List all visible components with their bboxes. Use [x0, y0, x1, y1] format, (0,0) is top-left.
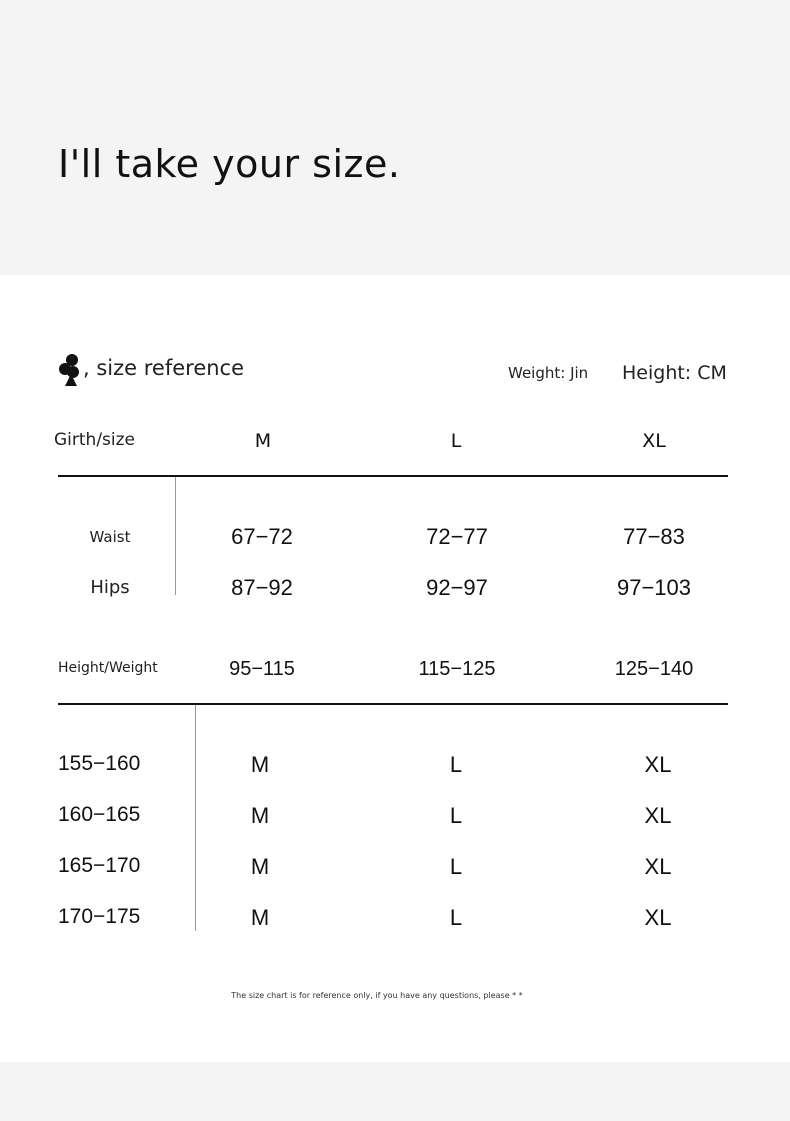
- size-cell: XL: [644, 905, 672, 930]
- girth-divider: [175, 477, 176, 595]
- size-header-xl: XL: [642, 430, 666, 452]
- footer-band: [0, 1062, 790, 1121]
- size-cell: XL: [644, 752, 672, 777]
- size-cell: M: [250, 854, 270, 879]
- section-title: , size reference: [83, 356, 245, 380]
- size-chart-note: The size chart is for reference only, if you have any questions, please * *: [231, 991, 523, 1000]
- height-divider: [195, 705, 196, 931]
- height-range: 155−160: [58, 752, 141, 775]
- size-cell: L: [449, 854, 463, 879]
- girth-size-header: Girth/size: [54, 430, 136, 450]
- size-header-l: L: [450, 430, 462, 452]
- hero-banner: [0, 0, 790, 275]
- hero-title: I'll take your size.: [58, 142, 401, 186]
- weight-xl: 125−140: [614, 658, 694, 680]
- weight-l: 115−125: [418, 658, 496, 680]
- height-weight-label: Height/Weight: [58, 660, 158, 676]
- size-cell: M: [250, 905, 270, 930]
- table-rule-top: [58, 475, 728, 477]
- hips-xl: 97−103: [616, 575, 692, 600]
- size-cell: XL: [644, 803, 672, 828]
- row-label-waist: Waist: [89, 528, 131, 546]
- hips-l: 92−97: [426, 575, 488, 600]
- height-unit-label: Height: CM: [622, 362, 727, 384]
- size-cell: M: [250, 803, 270, 828]
- club-logo-icon: [58, 352, 80, 388]
- height-range: 170−175: [58, 905, 141, 928]
- waist-m: 67−72: [231, 524, 293, 549]
- size-cell: M: [250, 752, 270, 777]
- height-range: 165−170: [58, 854, 141, 877]
- table-rule-bottom: [58, 703, 728, 705]
- row-label-hips: Hips: [90, 577, 130, 598]
- size-cell: L: [449, 803, 463, 828]
- size-cell: L: [449, 752, 463, 777]
- size-cell: L: [449, 905, 463, 930]
- waist-l: 72−77: [426, 524, 488, 549]
- weight-m: 95−115: [229, 658, 295, 680]
- hips-m: 87−92: [231, 575, 293, 600]
- weight-unit-label: Weight: Jin: [508, 364, 589, 382]
- height-range: 160−165: [58, 803, 141, 826]
- waist-xl: 77−83: [623, 524, 685, 549]
- size-cell: XL: [644, 854, 672, 879]
- size-header-m: M: [254, 430, 272, 452]
